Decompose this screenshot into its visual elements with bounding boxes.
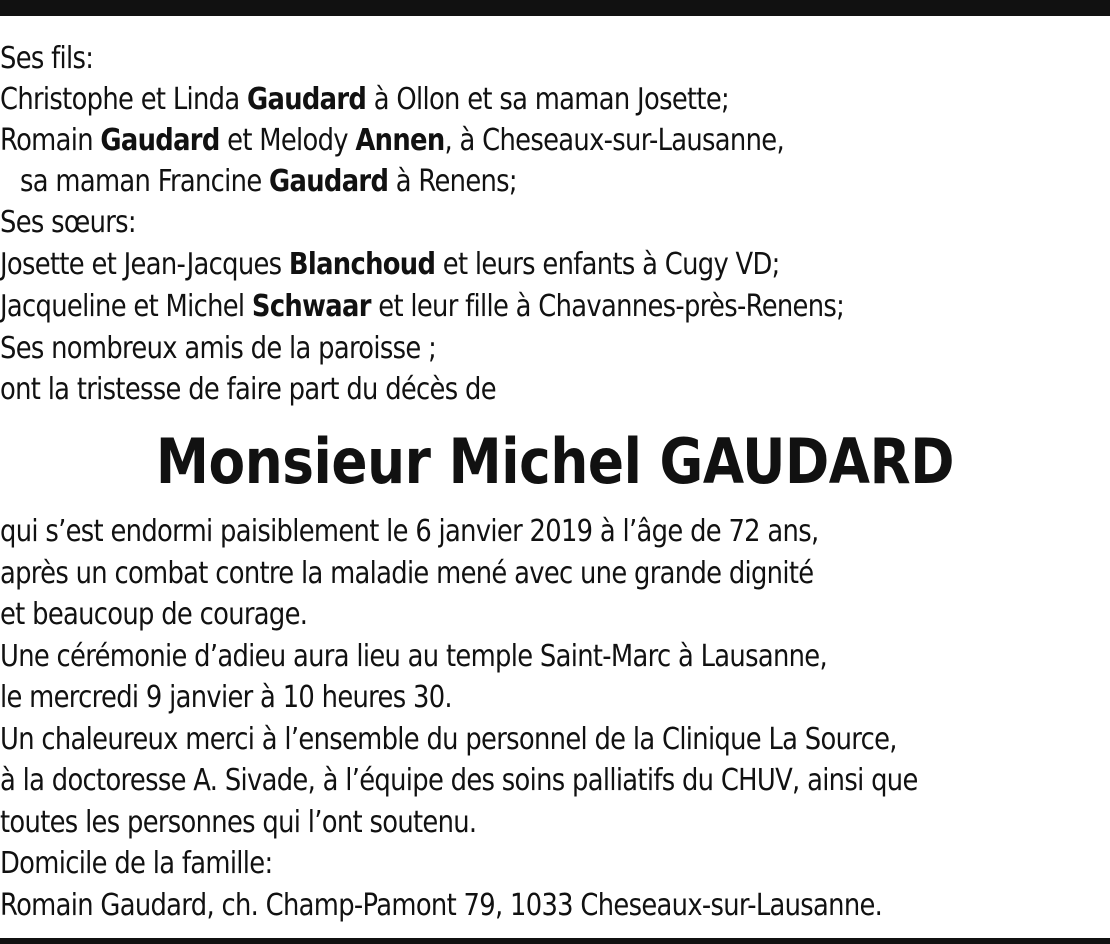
body-line-7: à la doctoresse A. Sivade, à l’équipe des soins palliatifs du CHUV, ainsi que (0, 763, 918, 798)
bottom-border-rule (0, 938, 1110, 944)
body-line-3: et beaucoup de courage. (0, 597, 308, 632)
body-line-6: Un chaleureux merci à l’ensemble du personnel de la Clinique La Source, (0, 722, 897, 757)
family-line-3 (20, 161, 517, 203)
family-line-2 (0, 120, 784, 162)
family-address: Romain Gaudard, ch. Champ-Pamont 79, 1033 Cheseaux-sur-Lausanne. (0, 888, 883, 923)
surname-schwaar: Schwaar (251, 289, 371, 324)
text: à Ollon et sa maman Josette; (366, 82, 730, 117)
text: et leur fille à Chavannes-près-Renens; (370, 289, 845, 324)
text: , à Cheseaux-sur-Lausanne, (444, 123, 784, 158)
body-line-4: Une cérémonie d’adieu aura lieu au temple Saint-Marc à Lausanne, (0, 639, 827, 674)
friends-line: Ses nombreux amis de la paroisse ; (0, 331, 437, 366)
text: sa maman Francine (20, 164, 270, 199)
sisters-label: Ses sœurs: (0, 205, 136, 240)
text: Romain (0, 123, 101, 158)
family-line-5 (0, 286, 844, 328)
family-domicile-label: Domicile de la famille: (0, 846, 273, 881)
announcement-line: ont la tristesse de faire part du décès de (0, 372, 496, 407)
top-border-rule (0, 0, 1110, 16)
text: et Melody (219, 123, 356, 158)
body-line-5: le mercredi 9 janvier à 10 heures 30. (0, 680, 452, 715)
body-line-8: toutes les personnes qui l’ont soutenu. (0, 805, 477, 840)
surname-gaudard: Gaudard (269, 164, 389, 199)
text: Christophe et Linda (0, 82, 248, 117)
surname-annen: Annen (355, 123, 445, 158)
text: et leurs enfants à Cugy VD; (435, 247, 780, 282)
text: Josette et Jean-Jacques (0, 247, 289, 282)
family-line-4 (0, 244, 780, 286)
body-line-1: qui s’est endormi paisiblement le 6 janvier 2019 à l’âge de 72 ans, (0, 514, 819, 549)
surname-gaudard: Gaudard (100, 123, 220, 158)
text: à Renens; (388, 164, 517, 199)
sons-label: Ses fils: (0, 41, 94, 76)
body-line-2: après un combat contre la maladie mené avec une grande dignité (0, 556, 814, 591)
surname-blanchoud: Blanchoud (288, 247, 436, 282)
surname-gaudard: Gaudard (247, 82, 367, 117)
text: Jacqueline et Michel (0, 289, 252, 324)
deceased-name-heading: Monsieur Michel GAUDARD (155, 425, 955, 498)
family-line-1 (0, 79, 729, 121)
